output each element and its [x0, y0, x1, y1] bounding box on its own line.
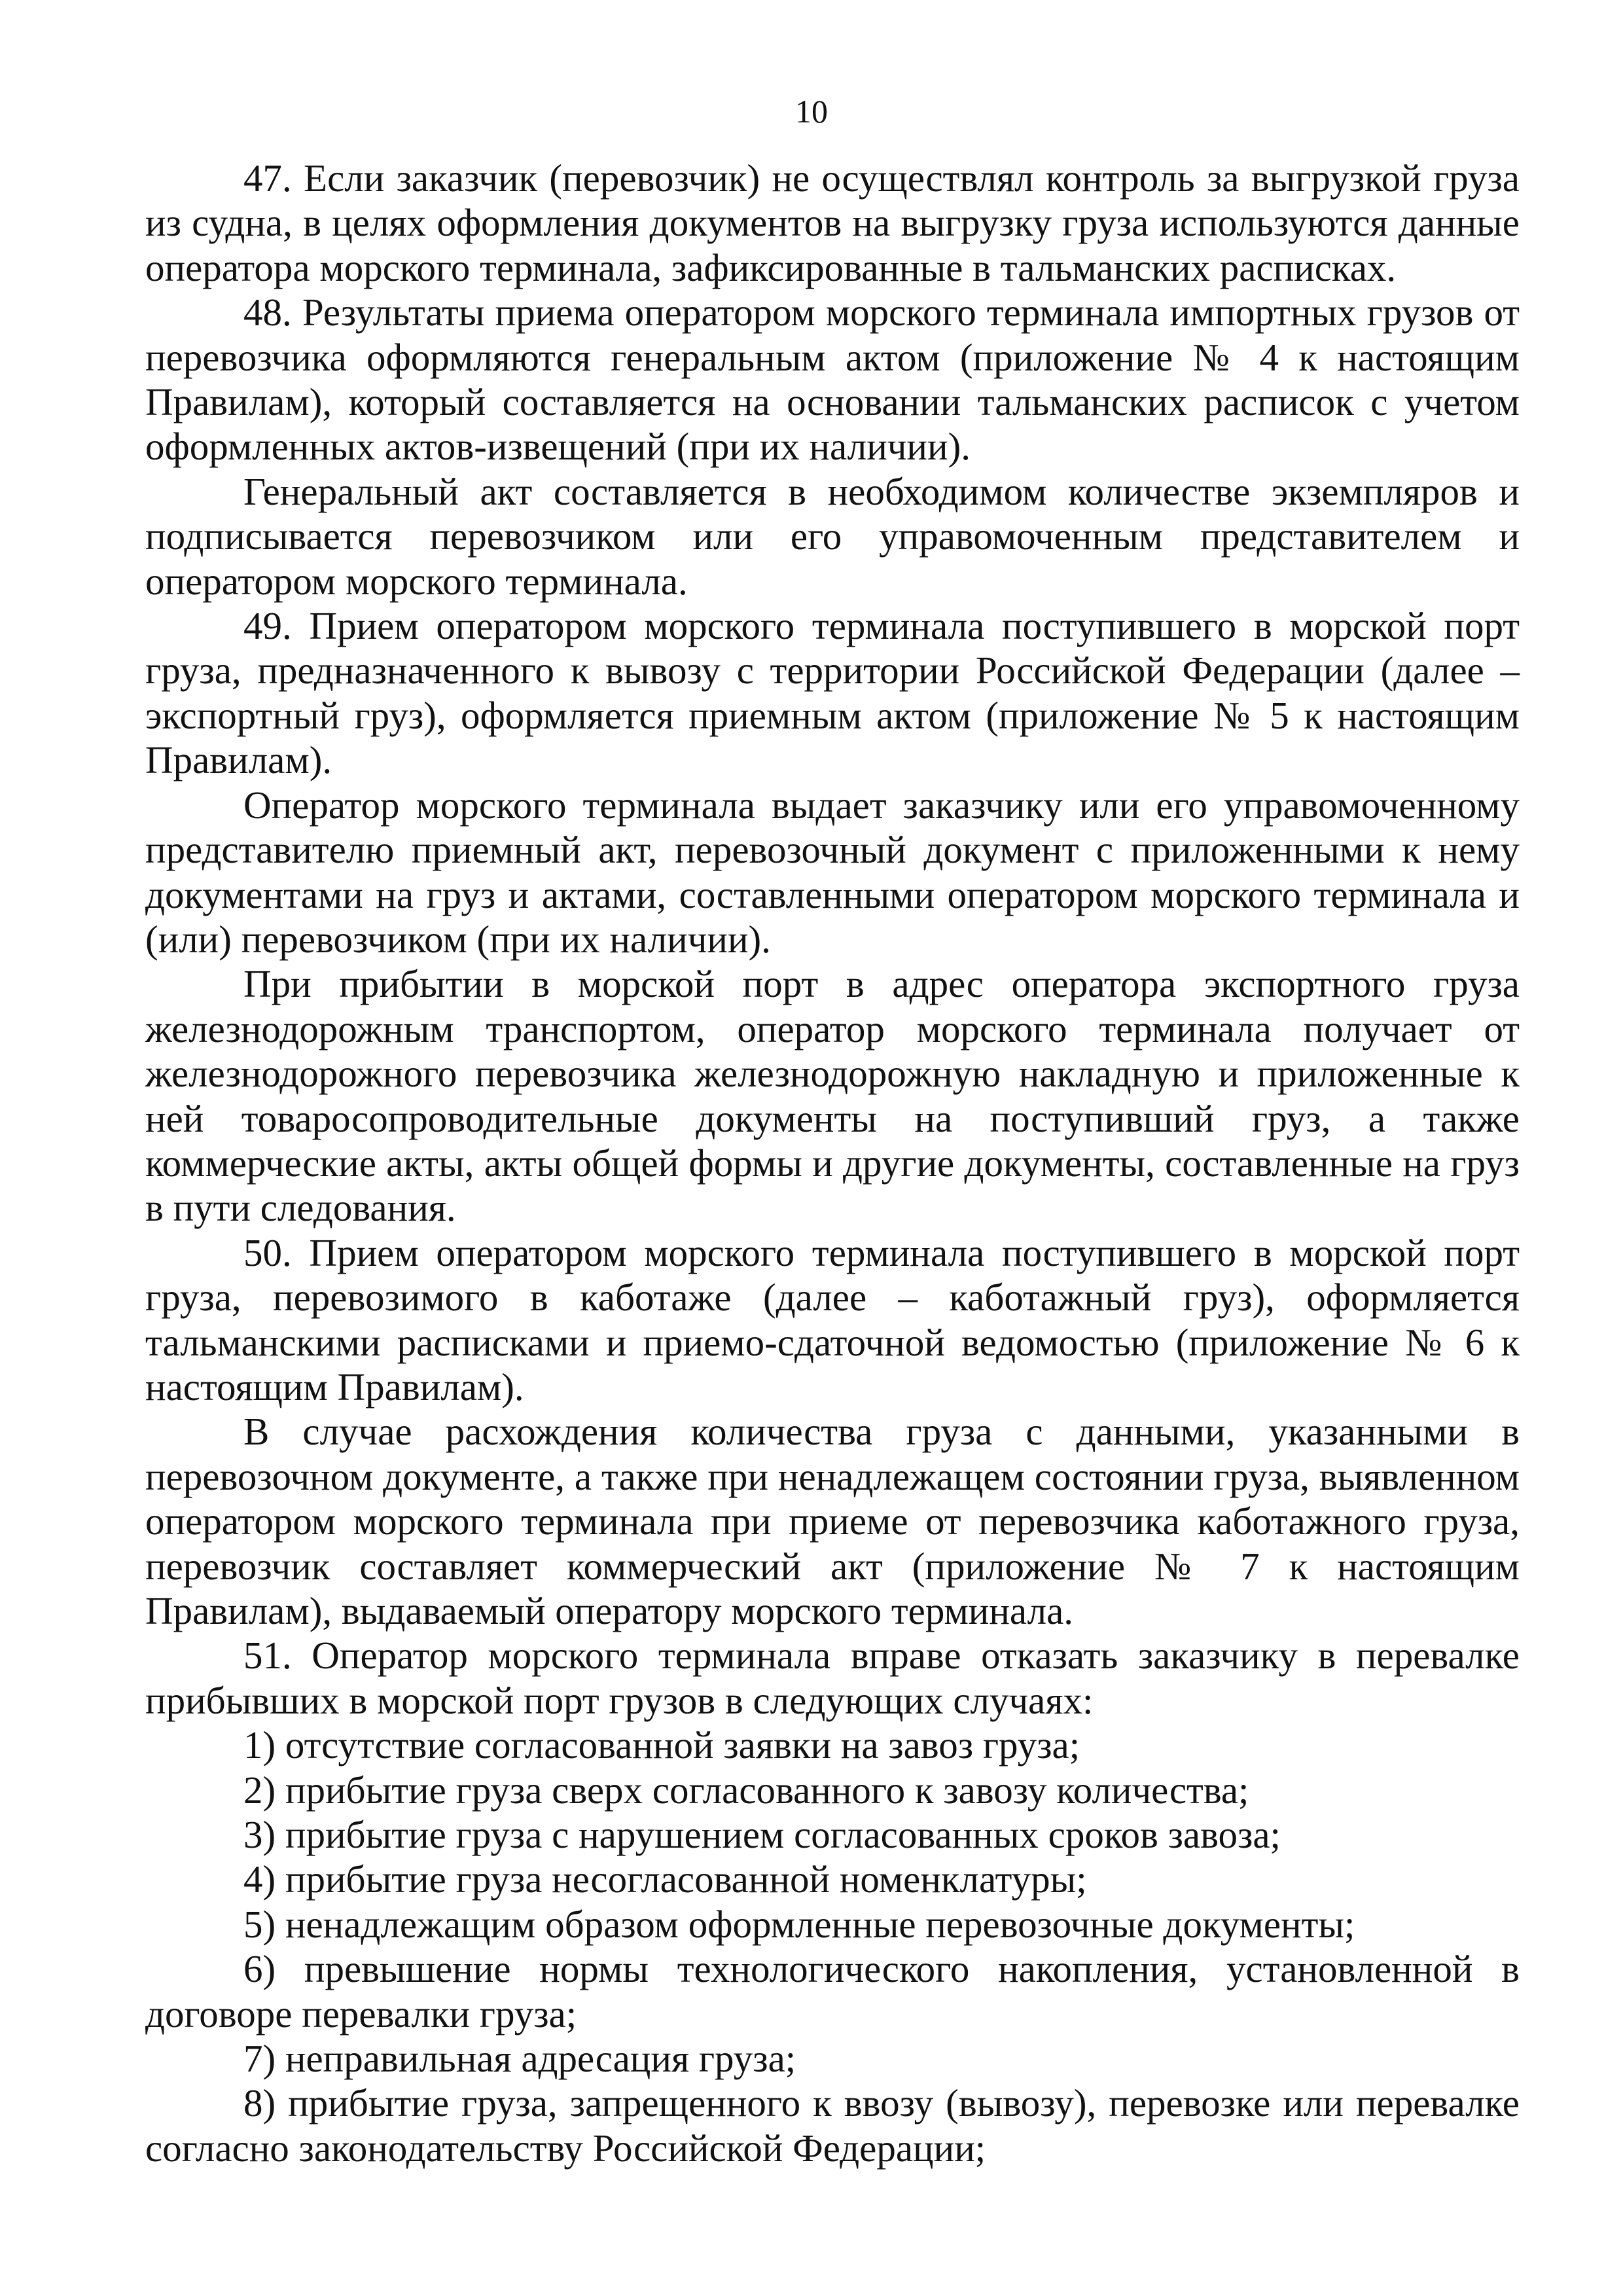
list-item: 6) превышение нормы технологического накопления, установленной в договоре перевалки груза; [145, 1947, 1520, 2036]
list-item: 4) прибытие груза несогласованной номенклатуры; [243, 1857, 1087, 1901]
list-item: 5) ненадлежащим образом оформленные перевозочные документы; [243, 1902, 1355, 1946]
paragraph-47: 47. Если заказчик (перевозчик) не осуществлял контроль за выгрузкой груза из судна, в целях оформления документов на выгрузку груза используются данные оператора морского терминала, зафиксированные в тальманских расписках. [145, 156, 1520, 289]
paragraph-49-operator-issues: Оператор морского терминала выдает заказчику или его управомоченному представителю приемный акт, перевозочный документ с приложенными к нему документами на груз и актами, составленными оператором морского терминала и (или) перевозчиком (при их наличии). [145, 783, 1520, 961]
list-item: 7) неправильная адресация груза; [243, 2037, 796, 2081]
page-number: 10 [795, 93, 828, 130]
paragraph-50: 50. Прием оператором морского терминала поступившего в морской порт груза, перевозимого в каботаже (далее – каботажный груз), оформляется тальманскими расписками и приемо-сдаточной ведомостью (приложение № 6 к настоящим Правилам). [145, 1230, 1520, 1408]
paragraph-49: 49. Прием оператором морского терминала поступившего в морской порт груза, предназначенного к вывозу с территории Российской Федерации (далее – экспортный груз), оформляется приемным актом (приложение № 5 к настоящим Правилам). [145, 604, 1520, 782]
paragraph-48-general-act: Генеральный акт составляется в необходимом количестве экземпляров и подписывается перевозчиком или его управомоченным представителем и оператором морского терминала. [145, 469, 1520, 603]
list-item: 2) прибытие груза сверх согласованного к завозу количества; [243, 1768, 1249, 1812]
paragraph-50-discrepancy: В случае расхождения количества груза с данными, указанными в перевозочном документе, а также при ненадлежащем состоянии груза, выявленном оператором морского терминала при приеме от перевозчика каботажного груза, перевозчик составляет коммерческий акт (приложение № 7 к настоящим Правилам), выдаваемый оператору морского терминала. [145, 1410, 1520, 1632]
list-item: 3) прибытие груза с нарушением согласованных сроков завоза; [243, 1813, 1281, 1857]
document-body [145, 156, 1520, 2170]
paragraph-51: 51. Оператор морского терминала вправе отказать заказчику в перевалке прибывших в морской порт грузов в следующих случаях: [145, 1634, 1520, 1722]
paragraph-49-railway-arrival: При прибытии в морской порт в адрес оператора экспортного груза железнодорожным транспортом, оператор морского терминала получает от железнодорожного перевозчика железнодорожную накладную и приложенные к ней товаросопроводительные документы на поступивший груз, а также коммерческие акты, акты общей формы и другие документы, составленные на груз в пути следования. [145, 962, 1520, 1230]
list-item: 1) отсутствие согласованной заявки на завоз груза; [243, 1723, 1080, 1767]
list-item: 8) прибытие груза, запрещенного к ввозу (вывозу), перевозке или перевалке согласно законодательству Российской Федерации; [145, 2081, 1520, 2170]
paragraph-48: 48. Результаты приема оператором морского терминала импортных грузов от перевозчика оформляются генеральным актом (приложение № 4 к настоящим Правилам), который составляется на основании тальманских расписок с учетом оформленных актов-извещений (при их наличии). [145, 291, 1520, 469]
